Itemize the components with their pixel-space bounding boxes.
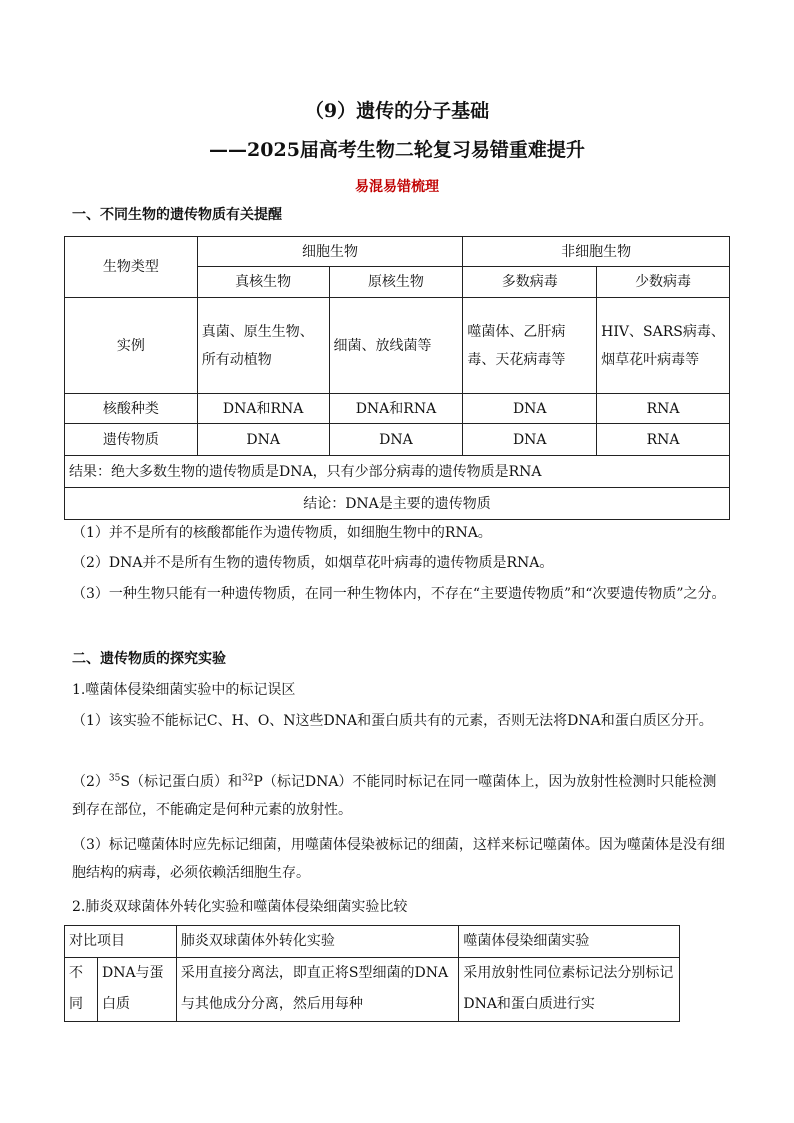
- nucleic-few-virus: RNA: [597, 394, 730, 424]
- conclusion-row: 结论：DNA是主要的遗传物质: [65, 488, 730, 520]
- compare-pneumo-text: 采用直接分离法，即直正将S型细菌的DNA与其他成分分离，然后用每种: [176, 958, 458, 1022]
- section1-heading: 一、不同生物的遗传物质有关提醒: [72, 207, 282, 223]
- genetic-label: 遗传物质: [65, 424, 198, 456]
- type-label: 生物类型: [65, 237, 198, 298]
- section2-p2: $(2)^{35}S$（标记蛋白质）和$^{32}$P（标记DNA）不能同时标记在同一噬菌体上，因为放射性检测时只能检测到存在部位，不能确定是何种元素的放射性。: [72, 773, 717, 818]
- note-2: （2）DNA并不是所有生物的遗传物质，如烟草花叶病毒的遗传物质是RNA。: [72, 555, 554, 571]
- few-virus-header: 少数病毒: [597, 267, 730, 298]
- compare-phage-text: 采用放射性同位素标记法分别标记DNA和蛋白质进行实: [459, 958, 680, 1022]
- example-label: 实例: [65, 298, 198, 394]
- section2-heading: 二、遗传物质的探究实验: [72, 651, 226, 667]
- nucleic-prokaryote: DNA和RNA: [329, 394, 463, 424]
- section2-sub2: 2.肺炎双球菌体外转化实验和噬菌体侵染细菌实验比较: [72, 899, 408, 915]
- section2-p1: （1）该实验不能标记C、H、O、N这些DNA和蛋白质共有的元素，否则无法将DNA和蛋白质区分开。: [72, 713, 713, 729]
- document-title: （9）遗传的分子基础: [304, 100, 490, 122]
- section2-sub1: 1.噬菌体侵染细菌实验中的标记误区: [72, 682, 296, 698]
- example-most-virus: 噬菌体、乙肝病毒、天花病毒等: [463, 298, 597, 394]
- cellular-header: 细胞生物: [197, 237, 463, 267]
- most-virus-header: 多数病毒: [463, 267, 597, 298]
- compare-diff: 不同: [65, 958, 98, 1022]
- genetic-few-virus: RNA: [597, 424, 730, 456]
- note-3: （3）一种生物只能有一种遗传物质，在同一种生物体内，不存在“主要遗传物质”和“次要遗传物质”之分。: [72, 586, 726, 602]
- compare-header-pneumo: 肺炎双球菌体外转化实验: [176, 926, 458, 958]
- result-row: 结果：绝大多数生物的遗传物质是DNA，只有少部分病毒的遗传物质是RNA: [65, 456, 730, 488]
- section-label: 易混易错梳理: [355, 179, 439, 195]
- compare-header-phage: 噬菌体侵染细菌实验: [459, 926, 680, 958]
- comparison-table: [64, 925, 680, 1022]
- nucleic-most-virus: DNA: [463, 394, 597, 424]
- genetic-most-virus: DNA: [463, 424, 597, 456]
- genetic-prokaryote: DNA: [329, 424, 463, 456]
- note-1: （1）并不是所有的核酸都能作为遗传物质，如细胞生物中的RNA。: [72, 525, 492, 541]
- noncellular-header: 非细胞生物: [463, 237, 730, 267]
- document-subtitle: ——2025届高考生物二轮复习易错重难提升: [209, 139, 585, 161]
- compare-item: DNA与蛋白质: [97, 958, 176, 1022]
- nucleic-label: 核酸种类: [65, 394, 198, 424]
- example-eukaryote: 真菌、原生生物、所有动植物: [197, 298, 329, 394]
- example-few-virus: HIV、SARS病毒、烟草花叶病毒等: [597, 298, 730, 394]
- compare-header-item: 对比项目: [65, 926, 177, 958]
- eukaryote-header: 真核生物: [197, 267, 329, 298]
- genetic-eukaryote: DNA: [197, 424, 329, 456]
- nucleic-eukaryote: DNA和RNA: [197, 394, 329, 424]
- section2-p3: （3）标记噬菌体时应先标记细菌，用噬菌体侵染被标记的细菌，这样来标记噬菌体。因为噬菌体是没有细胞结构的病毒，必须依赖活细胞生存。: [72, 837, 725, 881]
- example-prokaryote: 细菌、放线菌等: [329, 298, 463, 394]
- prokaryote-header: 原核生物: [329, 267, 463, 298]
- genetic-material-table: [64, 236, 730, 520]
